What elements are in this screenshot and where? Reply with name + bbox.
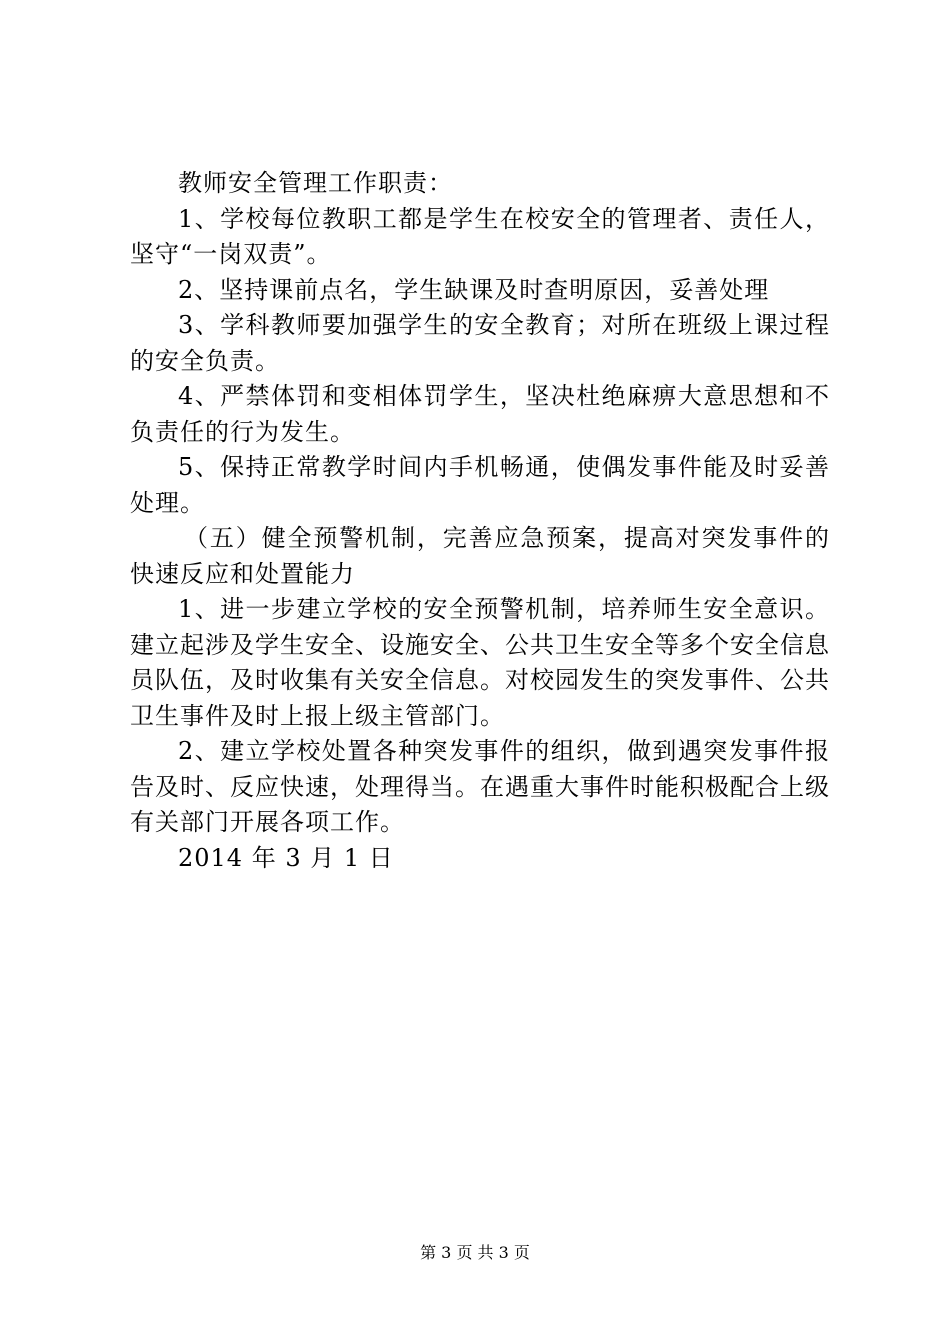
duty-item-3: 3、学科教师要加强学生的安全教育；对所在班级上课过程的安全负责。	[130, 311, 830, 375]
section-heading-warning-mechanism: （五）健全预警机制，完善应急预案，提高对突发事件的快速反应和处置能力	[130, 524, 830, 588]
section-heading-teacher-duties: 教师安全管理工作职责：	[178, 169, 453, 197]
page-footer: 第 3 页 共 3 页	[420, 1243, 530, 1262]
duty-item-1: 1、学校每位教职工都是学生在校安全的管理者、责任人，坚守“一岗双责”。	[130, 204, 830, 268]
warning-item-1: 1、进一步建立学校的安全预警机制，培养师生安全意识。建立起涉及学生安全、设施安全、公共卫生安全等多个安全信息员队伍，及时收集有关安全信息。对校园发生的突发事件、公共卫生事件及时上报上级主管部门。	[130, 595, 830, 730]
duty-item-5: 5、保持正常教学时间内手机畅通，使偶发事件能及时妥善处理。	[130, 453, 830, 517]
document-date: 2014 年 3 月 1 日	[178, 843, 394, 872]
duty-item-2: 2、坚持课前点名，学生缺课及时查明原因，妥善处理	[178, 275, 770, 304]
document-body	[130, 166, 830, 876]
warning-item-2: 2、建立学校处置各种突发事件的组织，做到遇突发事件报告及时、反应快速，处理得当。在遇重大事件时能积极配合上级有关部门开展各项工作。	[130, 737, 830, 836]
duty-item-4: 4、严禁体罚和变相体罚学生，坚决杜绝麻痹大意思想和不负责任的行为发生。	[130, 382, 830, 446]
